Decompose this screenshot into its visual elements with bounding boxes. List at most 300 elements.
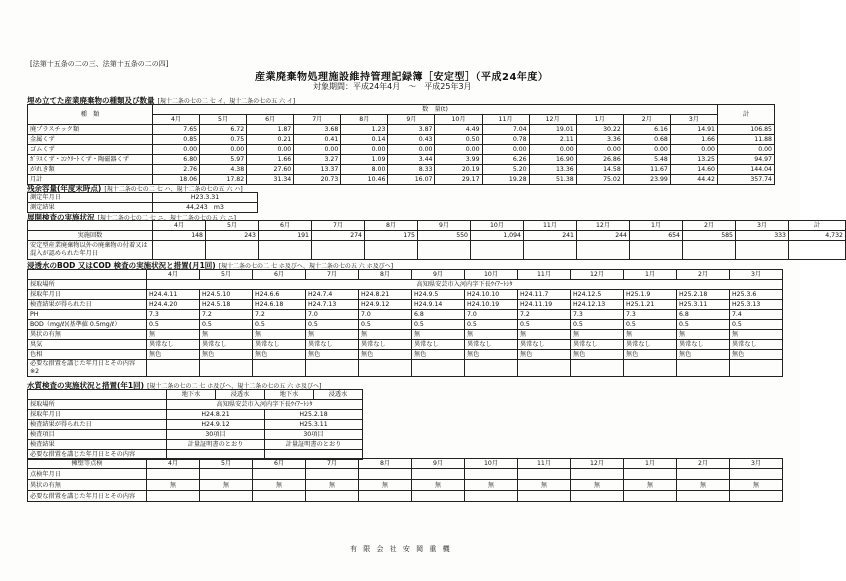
- inspection-value: 7.3: [624, 310, 677, 320]
- month-header: 8月: [359, 459, 412, 469]
- inspection-value: 0.5: [518, 320, 571, 330]
- month-header: 2月: [683, 221, 736, 231]
- quantity-value: 6.80: [153, 155, 200, 165]
- contamination-date: [206, 241, 259, 260]
- table-row: [28, 480, 783, 491]
- inspection-value: H24.6.18: [253, 300, 306, 310]
- count-value: 550: [418, 231, 471, 241]
- inspection-value: 異常なし: [624, 340, 677, 350]
- month-header: 4月: [147, 270, 200, 280]
- quantity-value: 16.07: [388, 175, 435, 185]
- wall-value: [624, 491, 677, 502]
- quantity-total: 106.85: [718, 125, 775, 135]
- month-header: 10月: [435, 115, 482, 125]
- table-row: [28, 145, 775, 155]
- month-header: 9月: [412, 459, 465, 469]
- inspection-value: 異常なし: [200, 340, 253, 350]
- table-row: [28, 469, 783, 480]
- quantity-value: 3.27: [294, 155, 341, 165]
- wall-value: 無: [677, 480, 730, 491]
- quantity-value: 3.99: [435, 155, 482, 165]
- quantity-value: 6.16: [623, 125, 670, 135]
- contamination-date: [736, 241, 789, 260]
- inspection-value: 異常なし: [306, 340, 359, 350]
- month-header: 7月: [306, 459, 359, 469]
- sample-type-header: 地下水: [265, 390, 314, 400]
- inspection-value: 7.2: [518, 310, 571, 320]
- quantity-value: 0.00: [200, 145, 247, 155]
- contamination-date: [153, 241, 206, 260]
- sample-type-header: 地下水: [167, 390, 216, 400]
- count-value: 175: [365, 231, 418, 241]
- month-header: 11月: [482, 115, 529, 125]
- quantity-value: 19.28: [482, 175, 529, 185]
- month-header: 12月: [577, 221, 630, 231]
- quantity-value: 51.38: [529, 175, 576, 185]
- month-header: 5月: [200, 459, 253, 469]
- inspection-value: [253, 360, 306, 377]
- month-header: 3月: [730, 270, 783, 280]
- contamination-date: [418, 241, 471, 260]
- wall-value: [147, 491, 200, 502]
- water-value: H25.3.11: [265, 420, 363, 430]
- location-row: [28, 400, 363, 410]
- quantity-value: 3.44: [388, 155, 435, 165]
- quantity-value: 0.00: [529, 145, 576, 155]
- month-header: 8月: [365, 221, 418, 231]
- quantity-value: 8.33: [388, 165, 435, 175]
- contamination-date: [471, 241, 524, 260]
- inspection-value: 無: [571, 330, 624, 340]
- inspection-value: [518, 360, 571, 377]
- wall-value: 無: [306, 480, 359, 491]
- inspection-value: 7.4: [730, 310, 783, 320]
- quantity-value: 0.00: [482, 145, 529, 155]
- inspection-label: 検査結果が得られた日: [28, 300, 147, 310]
- quantity-value: 0.21: [247, 135, 294, 145]
- inspection-value: [571, 360, 624, 377]
- month-header: 4月: [153, 115, 200, 125]
- wall-value: 無: [200, 480, 253, 491]
- contamination-date: [259, 241, 312, 260]
- note-row: [28, 241, 846, 260]
- wall-value: [465, 491, 518, 502]
- wall-check-header: 擁壁等点検: [28, 459, 147, 469]
- header-row: [28, 270, 783, 280]
- wall-value: [624, 469, 677, 480]
- contamination-total: [789, 241, 846, 260]
- quantity-value: 23.99: [623, 175, 670, 185]
- capacity-label: 測定年月日: [28, 193, 153, 203]
- contamination-date: [312, 241, 365, 260]
- water-label: 採取年月日: [28, 410, 167, 420]
- wall-value: [677, 491, 730, 502]
- contamination-date: [683, 241, 736, 260]
- wall-value: [730, 469, 783, 480]
- quantity-total: 0.00: [718, 145, 775, 155]
- month-header: 6月: [253, 270, 306, 280]
- water-value: 30項目: [167, 430, 265, 440]
- quantity-value: 3.68: [294, 125, 341, 135]
- inspection-value: [147, 360, 200, 377]
- quantity-value: 6.72: [200, 125, 247, 135]
- inspection-value: 0.5: [359, 320, 412, 330]
- month-header: 1月: [630, 221, 683, 231]
- wall-value: 無: [518, 480, 571, 491]
- wall-value: [200, 491, 253, 502]
- quantity-value: 17.82: [200, 175, 247, 185]
- month-header: 12月: [571, 459, 624, 469]
- quantity-value: 5.48: [623, 155, 670, 165]
- inspection-value: 0.5: [677, 320, 730, 330]
- inspection-value: 異常なし: [465, 340, 518, 350]
- quantity-value: 75.02: [576, 175, 623, 185]
- inspection-value: [412, 360, 465, 377]
- wall-value: [518, 469, 571, 480]
- quantity-value: 31.34: [247, 175, 294, 185]
- inspection-value: 無: [624, 330, 677, 340]
- section2-title: 残余容量(年度末時点) [規十二条の七の二 七 ハ、規十二条の七の五 六 ハ]: [27, 184, 243, 193]
- table-row: [28, 165, 775, 175]
- month-header: 4月: [153, 221, 206, 231]
- month-header: 6月: [253, 459, 306, 469]
- quantity-value: 11.67: [623, 165, 670, 175]
- month-header: 7月: [312, 221, 365, 231]
- inspection-value: H24.9.5: [412, 290, 465, 300]
- inspection-label: 臭気: [28, 340, 147, 350]
- inspection-value: 7.3: [147, 310, 200, 320]
- count-value: 654: [630, 231, 683, 241]
- inspection-value: H24.12.13: [571, 300, 624, 310]
- inspection-value: 無色: [571, 350, 624, 360]
- section4-title: 浸透水のBOD 又はCOD 検査の実施状況と措置(月1回) [規十二条の七の二 七 ホ及びヘ、規十二条の七の五 六 ホ及びヘ]: [27, 261, 394, 270]
- inspection-value: 無色: [730, 350, 783, 360]
- table-row: [28, 125, 775, 135]
- inspection-value: 無色: [147, 350, 200, 360]
- inspection-value: 無: [253, 330, 306, 340]
- table-row: [28, 350, 783, 360]
- inspection-value: 無: [147, 330, 200, 340]
- wall-value: [359, 469, 412, 480]
- location-label: 採取場所: [28, 280, 147, 290]
- inspection-value: 無色: [200, 350, 253, 360]
- quantity-value: 16.90: [529, 155, 576, 165]
- quantity-value: 0.00: [670, 145, 717, 155]
- company-name: 有 限 会 社 安 岡 重 機: [350, 545, 452, 553]
- month-header: 5月: [200, 270, 253, 280]
- blank-header: [28, 390, 167, 400]
- quantity-value: 0.00: [247, 145, 294, 155]
- month-header: 9月: [388, 115, 435, 125]
- waste-type: 月計: [28, 175, 153, 185]
- inspection-value: 異常なし: [518, 340, 571, 350]
- inspection-label: PH: [28, 310, 147, 320]
- inspection-value: 無色: [465, 350, 518, 360]
- inspection-count-table: [27, 220, 846, 260]
- capacity-value: 44,243 m3: [153, 203, 258, 213]
- inspection-value: 7.3: [571, 310, 624, 320]
- inspection-value: [677, 360, 730, 377]
- month-header: 1月: [576, 115, 623, 125]
- header-row: [28, 390, 363, 400]
- location-label: 採取場所: [28, 400, 167, 410]
- inspection-value: 0.5: [147, 320, 200, 330]
- inspection-value: H25.2.18: [677, 290, 730, 300]
- inspection-value: 0.5: [730, 320, 783, 330]
- inspection-value: 無: [518, 330, 571, 340]
- inspection-value: H24.10.10: [465, 290, 518, 300]
- inspection-value: 6.8: [677, 310, 730, 320]
- inspection-value: 無色: [518, 350, 571, 360]
- wall-value: [571, 491, 624, 502]
- wall-value: [412, 491, 465, 502]
- quantity-value: 13.25: [670, 155, 717, 165]
- table-row: [28, 193, 258, 203]
- inspection-value: 無色: [677, 350, 730, 360]
- wall-value: [200, 469, 253, 480]
- month-header: 3月: [736, 221, 789, 231]
- quantity-value: 5.97: [200, 155, 247, 165]
- contamination-date: [630, 241, 683, 260]
- inspection-value: 異常なし: [253, 340, 306, 350]
- location-value: 高知県安芸市入河内字下長ｳｲｱｰﾄｼﾀ: [167, 400, 363, 410]
- inspection-value: H25.1.9: [624, 290, 677, 300]
- inspection-value: 無色: [253, 350, 306, 360]
- month-header: 5月: [206, 221, 259, 231]
- inspection-value: H24.11.7: [518, 290, 571, 300]
- wall-label: 必要な措置を講じた年月日とその内容: [28, 491, 147, 502]
- month-header: 12月: [571, 270, 624, 280]
- quantity-total: 144.04: [718, 165, 775, 175]
- inspection-value: 7.0: [359, 310, 412, 320]
- water-quality-table: [27, 389, 363, 460]
- retaining-wall-table: [27, 458, 783, 502]
- water-label: 検査結果が得られた日: [28, 420, 167, 430]
- waste-type: ゴムくず: [28, 145, 153, 155]
- quantity-value: 0.00: [388, 145, 435, 155]
- wall-value: 無: [147, 480, 200, 491]
- inspection-value: [200, 360, 253, 377]
- quantity-value: 5.20: [482, 165, 529, 175]
- quantity-value: 18.06: [153, 175, 200, 185]
- waste-type: 金属くず: [28, 135, 153, 145]
- table-row: [28, 340, 783, 350]
- month-header: 4月: [147, 459, 200, 469]
- quantity-value: 2.11: [529, 135, 576, 145]
- inspection-value: H24.11.19: [518, 300, 571, 310]
- section3-title: 展開検査の実施状況 [規十二条の七の二 七 ニ、規十二条の七の五 六 ニ]: [27, 213, 236, 222]
- inspection-value: 7.0: [465, 310, 518, 320]
- wall-value: [518, 491, 571, 502]
- inspection-value: 無: [306, 330, 359, 340]
- water-value: H24.9.12: [167, 420, 265, 430]
- inspection-value: H24.7.13: [306, 300, 359, 310]
- location-value: 高知県安芸市入河内字下長ｳｲｱｰﾄｼﾀ: [147, 280, 783, 290]
- wall-value: 無: [571, 480, 624, 491]
- quantity-value: 1.87: [247, 125, 294, 135]
- inspection-value: [624, 360, 677, 377]
- contamination-note-label: 安定型産業廃棄物以外の廃棄物の付着又は混入が認められた年月日: [28, 241, 153, 260]
- inspection-value: 無: [465, 330, 518, 340]
- wall-label: 点検年月日: [28, 469, 147, 480]
- table-row: [28, 203, 258, 213]
- quantity-value: 0.14: [341, 135, 388, 145]
- wall-value: [253, 469, 306, 480]
- wall-value: 無: [624, 480, 677, 491]
- wall-label: 異状の有無: [28, 480, 147, 491]
- type-header: 種 類: [28, 105, 153, 125]
- quantity-value: 0.00: [576, 145, 623, 155]
- table-row: [28, 330, 783, 340]
- count-row: [28, 231, 846, 241]
- inspection-value: H25.3.6: [730, 290, 783, 300]
- month-header: 6月: [259, 221, 312, 231]
- contamination-date: [365, 241, 418, 260]
- inspection-value: 0.5: [465, 320, 518, 330]
- quantity-value: 7.04: [482, 125, 529, 135]
- count-value: 148: [153, 231, 206, 241]
- waste-type: 廃プラスチック類: [28, 125, 153, 135]
- table-row: [28, 290, 783, 300]
- inspection-value: 7.2: [253, 310, 306, 320]
- quantity-value: 14.58: [576, 165, 623, 175]
- quantity-value: 3.36: [576, 135, 623, 145]
- inspection-value: H24.8.21: [359, 290, 412, 300]
- blank-header: [28, 221, 153, 231]
- quantity-value: 27.60: [247, 165, 294, 175]
- inspection-value: 無: [677, 330, 730, 340]
- quantity-value: 0.00: [341, 145, 388, 155]
- inspection-value: 6.8: [412, 310, 465, 320]
- quantity-value: 7.65: [153, 125, 200, 135]
- total-header: 計: [718, 105, 775, 125]
- quantity-value: 0.68: [623, 135, 670, 145]
- section1-title: 埋め立てた産業廃棄物の種類及び数量 [規十二条の七の二 七 イ、規十二条の七の五 六 イ]: [27, 96, 296, 105]
- inspection-value: H24.9.14: [412, 300, 465, 310]
- table-row: [28, 320, 783, 330]
- wall-value: [465, 469, 518, 480]
- count-value: 1,094: [471, 231, 524, 241]
- month-header: 11月: [518, 270, 571, 280]
- inspection-value: 無: [412, 330, 465, 340]
- total-header: 計: [789, 221, 846, 231]
- table-row: [28, 491, 783, 502]
- count-value: 274: [312, 231, 365, 241]
- water-value: H24.8.21: [167, 410, 265, 420]
- inspection-value: H24.6.6: [253, 290, 306, 300]
- month-header: 10月: [465, 459, 518, 469]
- quantity-value: 1.66: [247, 155, 294, 165]
- sample-type-header: 浸透水: [216, 390, 265, 400]
- inspection-value: 異常なし: [677, 340, 730, 350]
- inspection-value: 無色: [359, 350, 412, 360]
- inspection-value: H25.3.11: [677, 300, 730, 310]
- inspection-value: H24.9.12: [359, 300, 412, 310]
- month-header: 7月: [294, 115, 341, 125]
- inspection-value: 0.5: [624, 320, 677, 330]
- capacity-value: H23.3.31: [153, 193, 258, 203]
- quantity-value: 10.46: [341, 175, 388, 185]
- count-value: 243: [206, 231, 259, 241]
- month-header: 11月: [524, 221, 577, 231]
- quantity-value: 29.17: [435, 175, 482, 185]
- quantity-value: 20.73: [294, 175, 341, 185]
- table-row: [28, 360, 783, 377]
- quantity-value: 0.85: [153, 135, 200, 145]
- count-label: 実施回数: [28, 231, 153, 241]
- inspection-label: 色相: [28, 350, 147, 360]
- quantity-value: 4.38: [200, 165, 247, 175]
- inspection-value: 無: [359, 330, 412, 340]
- quantity-header: 数 量(t): [153, 105, 718, 115]
- quantity-value: 26.86: [576, 155, 623, 165]
- inspection-value: H24.4.11: [147, 290, 200, 300]
- bod-inspection-table: [27, 269, 783, 377]
- inspection-value: 無: [730, 330, 783, 340]
- location-row: [28, 280, 783, 290]
- inspection-value: 7.0: [306, 310, 359, 320]
- month-header: 7月: [306, 270, 359, 280]
- inspection-value: H25.1.21: [624, 300, 677, 310]
- inspection-label: BOD（mg/ℓ)(基準値 0.5mg/ℓ）: [28, 320, 147, 330]
- inspection-value: 異常なし: [730, 340, 783, 350]
- inspection-value: 0.5: [571, 320, 624, 330]
- inspection-value: 0.5: [412, 320, 465, 330]
- inspection-value: H24.10.19: [465, 300, 518, 310]
- wall-value: [730, 491, 783, 502]
- inspection-value: 異常なし: [147, 340, 200, 350]
- sample-type-header: 浸透水: [314, 390, 363, 400]
- wall-value: [253, 491, 306, 502]
- quantity-value: 0.00: [153, 145, 200, 155]
- inspection-value: H24.7.4: [306, 290, 359, 300]
- header-row: [28, 221, 846, 231]
- quantity-value: 0.75: [200, 135, 247, 145]
- quantity-value: 44.42: [670, 175, 717, 185]
- month-header: 10月: [471, 221, 524, 231]
- blank-header: [28, 270, 147, 280]
- contamination-date: [577, 241, 630, 260]
- month-header: 2月: [623, 115, 670, 125]
- inspection-value: 0.5: [253, 320, 306, 330]
- month-header: 9月: [412, 270, 465, 280]
- quantity-value: 3.87: [388, 125, 435, 135]
- quantity-value: 0.00: [435, 145, 482, 155]
- count-value: 241: [524, 231, 577, 241]
- header-row: [28, 105, 775, 115]
- waste-type: ｶﾞﾗｽくず・ｺﾝｸﾘｰﾄくず・陶磁器くず: [28, 155, 153, 165]
- month-header: 9月: [418, 221, 471, 231]
- quantity-value: 14.91: [670, 125, 717, 135]
- quantity-value: 2.76: [153, 165, 200, 175]
- table-row: [28, 135, 775, 145]
- table-row: [28, 410, 363, 420]
- month-header: 2月: [677, 459, 730, 469]
- inspection-value: 異常なし: [412, 340, 465, 350]
- quantity-total: 357.74: [718, 175, 775, 185]
- quantity-value: 13.37: [294, 165, 341, 175]
- inspection-value: 0.5: [306, 320, 359, 330]
- month-header: 3月: [730, 459, 783, 469]
- water-value: 30項目: [265, 430, 363, 440]
- inspection-value: [730, 360, 783, 377]
- quantity-value: 0.41: [294, 135, 341, 145]
- water-value: H25.2.18: [265, 410, 363, 420]
- water-label: 必要な措置を講じた年月日とその内容: [28, 450, 167, 460]
- inspection-value: 無色: [412, 350, 465, 360]
- quantity-value: 6.26: [482, 155, 529, 165]
- quantity-value: 0.00: [294, 145, 341, 155]
